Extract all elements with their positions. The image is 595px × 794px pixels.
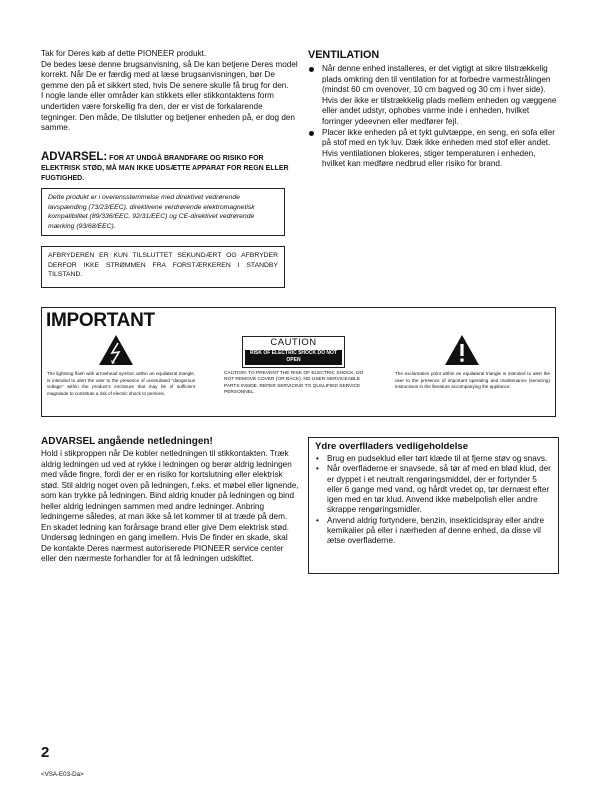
surface-care-item-text: Når overfladerne er snavsede, så tør af med en blød klud, der er dyppet i et neutralt rengøringsmiddel, der er fortynder 5 eller 6 gange med vand, og hårdt vredet op, tør dernæst efter igen med en tør klud. Anvend ikke møbelpolish eller andre skrappe rengøringsmidler.	[327, 464, 551, 515]
surface-care-item-text: Brug en pudseklud eller tørt klæde til at fjerne støv og snavs.	[327, 454, 548, 463]
rain-warning	[41, 152, 299, 184]
intro-paragraph: I nogle lande eller områder kan stikkets eller stikkontaktens form undertiden være forskellig fra den, der er vist de forkalarende tegninger. Den måde, De tilslutter og betjener enheden på, er dog den samme.	[41, 91, 295, 133]
surface-care-item-text: Anvend aldrig fortyndere, benzin, insekticidspray eller andre kemikalier på eller i nærheden af denne enhed, da disse vil ætse overfladerne.	[327, 515, 545, 546]
ventilation-section	[308, 49, 560, 170]
intro-paragraph: De bedes læse denne brugsanvisning, så De kan betjene Deres model korrekt. Når De er færdig med at læse brugsanvisningen, bør De gemme den på et sikkert sted, hvis De senere skulle få brug for den.	[41, 59, 298, 90]
important-title: IMPORTANT	[46, 310, 155, 331]
bullet-icon: •	[316, 515, 319, 525]
ventilation-title: VENTILATION	[308, 49, 380, 61]
caution-label	[242, 336, 345, 368]
caution-text: CAUTION: TO PREVENT THE RISK OF ELECTRIC SHOCK, DO NOT REMOVE COVER (OR BACK). NO USER-SERVICEABLE PARTS INSIDE. REFER SERVICING TO QUALIFIED SERVICE PERSONNEL.	[224, 371, 364, 396]
power-cord-title: ADVARSEL angående netledningen!	[41, 436, 213, 447]
ventilation-item	[308, 128, 560, 149]
intro-text	[41, 49, 299, 134]
important-box	[41, 307, 556, 417]
warning-lead: ADVARSEL:	[41, 151, 108, 163]
bullet-dot-icon	[309, 131, 314, 136]
caution-banner: RISK OF ELECTRIC SHOCK DO NOT OPEN	[245, 350, 342, 365]
surface-care-item	[315, 516, 552, 547]
ventilation-item	[308, 64, 560, 128]
ventilation-extra: Hvis ventilationen blokeres, stiger temperaturen i enheden, hvilket kan medføre nedbrud eller risiko for brand.	[322, 148, 536, 169]
lightning-warning-icon	[98, 334, 134, 366]
surface-care-item	[315, 464, 552, 515]
surface-care-item	[315, 454, 552, 464]
surface-care-title: Ydre overflladers vedligeholdelse	[315, 441, 469, 452]
lightning-explanation: The lightning flash with arrowhead symbol, within an equilateral triangle, is intended to alert the user to the presence of uninsulated "dangerous voltage" within the product's enclosure that may be of sufficient magnitude to constitute a risk of electric shock to persons.	[47, 371, 195, 396]
page-number: 2	[41, 744, 50, 761]
power-cord-body: Hold i stikproppen når De kobler netledningen til stikkontakten. Træk aldrig ledningen ud ved at rykke i ledningen og berør aldrig ledningen med våde fingre, fordi der er en risiko for kortslutning eller elektrisk stød. Stil aldrig noget oven på ledningen, f.eks. et møbel eller lignende, som kan trykke på ledningen. Bind aldrig knuder på ledningen og bind heller aldrig ledningen sammen med andre ledninger. Anbring ledningerne således, at man ikke så let kommer til at træde på dem. En skadet ledning kan forårsage brand eller give Dem elektrisk stød. Undersøg ledningen en gang imellem. Hvis De finder en skade, skal De kontakte Deres nærmest autoriserede PIONEER service center eller den nærmeste forhandler for at få ledningen udskiftet.	[41, 449, 299, 564]
power-cord-section	[41, 436, 299, 565]
bullet-dot-icon	[309, 67, 314, 72]
warning-text: FOR AT UNDGÅ BRANDFARE OG RISIKO FOR ELEKTRISK STØD, MÅ MAN IKKE UDSÆTTE APPARAT FOR REGN ELLER FUGTIGHED.	[41, 155, 289, 182]
bullet-icon: •	[316, 454, 319, 463]
document-code: <VSA-E03-Da>	[41, 771, 84, 778]
exclamation-warning-icon	[444, 334, 480, 366]
directive-notice: Dette produkt er i overensstemmelse med direktivet vedrørende lavspænding (73/23/EEC), direktivene verdrørende elektromagnetisk kompatibilitet (89/336/EEC, 92/31/EEC) og CE-direktivet vedrørende mærking (93/68/EEC).	[41, 188, 285, 236]
exclamation-explanation: The exclamation point within an equilateral triangle is intended to alert the user to the presence of important operating and maintenance (servicing) instructions in the literature accompanying the appliance.	[395, 371, 550, 390]
bullet-icon: •	[316, 464, 319, 474]
surface-care-box	[308, 437, 559, 574]
intro-paragraph: Tak for Deres køb af dette PIONEER produkt.	[41, 49, 207, 58]
ventilation-item-text: Når denne enhed installeres, er det vigtigt at sikre tilstrækkelig plads omkring den til ventilation for at forbedre varmestrålingen (mindst 60 cm ovenover, 10 cm bagved og 30 cm i hver side). Hvis der ikke er tilstrækkelig plads mellem enheden og væggene eller andet udstyr, ophobes varme inde i enheden, hvilket forringer ydeevnen eller medfører fejl.	[322, 64, 557, 126]
standby-notice: AFBRYDEREN ER KUN TILSLUTTET SEKUNDÆRT OG AFBRYDER DERFOR IKKE STRØMMEN FRA FORSTÆRKEREN I STANDBY TILSTAND.	[41, 246, 285, 288]
ventilation-item-text: Placer ikke enheden på et tykt gulvtæppe, en seng, en sofa eller på stof med en tyk luv. Dæk ikke enheden med stof eller andet.	[322, 127, 556, 148]
caution-word: CAUTION	[270, 337, 317, 348]
